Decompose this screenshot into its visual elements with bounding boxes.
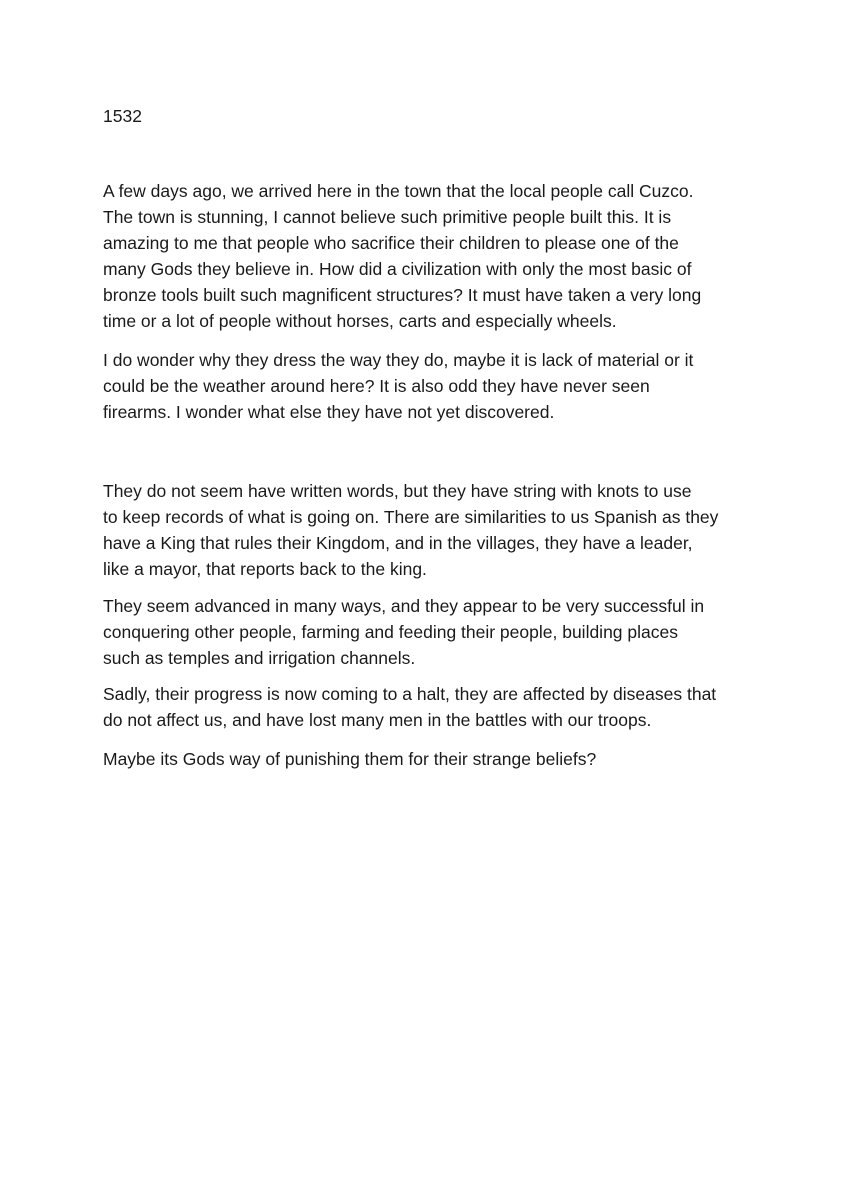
paragraph-arrival-in-cuzco: A few days ago, we arrived here in the town that the local people call Cuzco. The town is stunning, I cannot believe such primitive people built this. It is amazing to me that people who sacrifice their children to please one of the many Gods they believe in. How did a civilization with only the most basic of bronze tools built such magnificent structures? It must have taken a very long time or a lot of people without horses, carts and especially wheels. [103,181,702,331]
paragraph-dress-and-firearms: I do wonder why they dress the way they do, maybe it is lack of material or it could be the weather around here? It is also odd they have never seen firearms. I wonder what else they have not yet discovered. [103,350,694,422]
document-year: 1532 [103,106,142,126]
paragraph-diseases-and-battles: Sadly, their progress is now coming to a halt, they are affected by diseases that do not affect us, and have lost many men in the battles with our troops. [103,684,717,730]
paragraph-records-and-king: They do not seem have written words, but they have string with knots to use to keep records of what is going on. There are similarities to us Spanish as they have a King that rules their Kingdom, and in the villages, they have a leader, like a mayor, that reports back to the king. [103,481,719,579]
paragraph-advancements: They seem advanced in many ways, and they appear to be very successful in conquering other people, farming and feeding their people, building places such as temples and irrigation channels. [103,596,705,668]
paragraph-closing-question: Maybe its Gods way of punishing them for their strange beliefs? [103,749,597,769]
